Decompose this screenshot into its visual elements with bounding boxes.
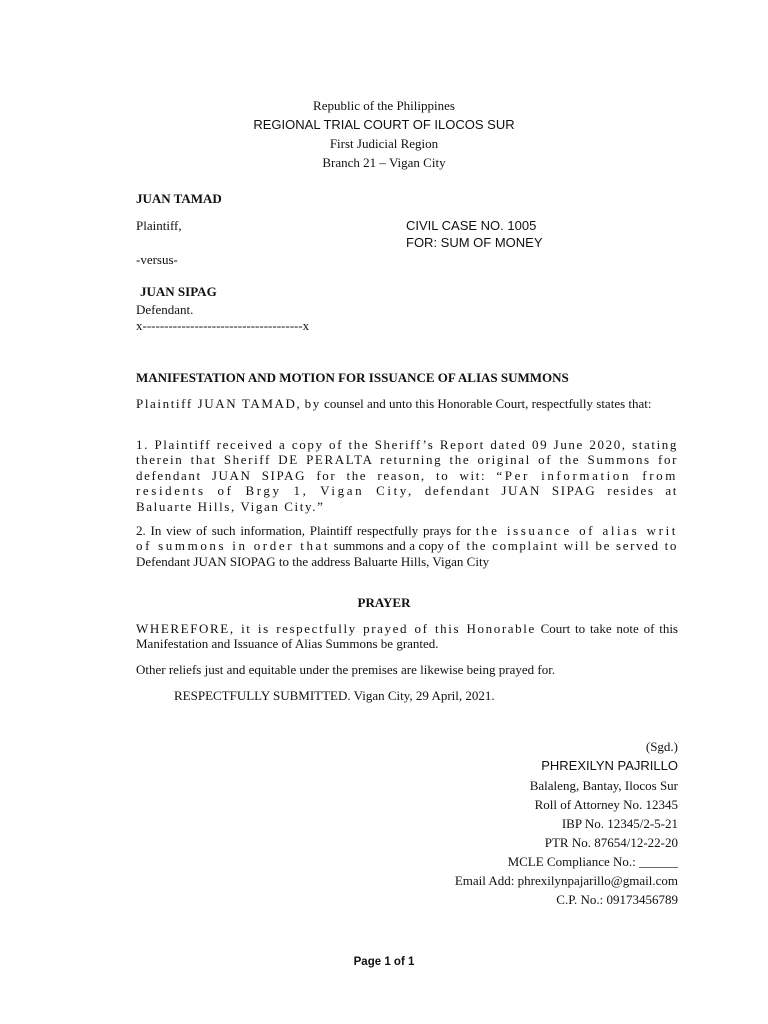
email-address: Email Add: phrexilynpajarillo@gmail.com bbox=[454, 873, 678, 888]
prayer-part-a: WHEREFORE, it is respectfully prayed of this Honorable bbox=[136, 621, 536, 636]
paragraph-1-quote: “Per information from residents of Brgy 1, Vigan City, bbox=[136, 467, 678, 499]
prayer-heading: PRAYER bbox=[357, 595, 411, 610]
plaintiff-label: Plaintiff, bbox=[136, 218, 182, 233]
mcle-compliance: MCLE Compliance No.: ______ bbox=[507, 854, 678, 869]
roll-of-attorney: Roll of Attorney No. 12345 bbox=[534, 797, 678, 812]
paragraph-1-part-a: 1. Plaintiff received a copy of the Sheriff’s Report dated 09 June 2020, stating therein that Sheriff DE PERALTA returning the original of the Summons for defendant JUAN SIPAG for the reason, to wit: bbox=[136, 437, 678, 483]
paragraph-2-part-a: 2. In view of such information, Plaintiff respectfully prays for bbox=[136, 523, 472, 538]
republic-line: Republic of the Philippines bbox=[313, 98, 455, 113]
case-nature: FOR: SUM OF MONEY bbox=[406, 235, 543, 250]
versus-label: -versus- bbox=[136, 252, 178, 267]
paragraph-1 bbox=[136, 437, 678, 514]
contact-number: C.P. No.: 09173456789 bbox=[556, 892, 678, 907]
caption-divider: x-------------------------------------x bbox=[136, 318, 310, 333]
ptr-number: PTR No. 87654/12-22-20 bbox=[544, 835, 678, 850]
intro-part-b: by bbox=[304, 396, 321, 411]
document-title: MANIFESTATION AND MOTION FOR ISSUANCE OF ALIAS SUMMONS bbox=[136, 370, 569, 385]
intro-part-c: counsel and unto this Honorable Court, respectfully states that: bbox=[324, 396, 652, 411]
prayer-part-b: Court to take note of this Manifestation and Issuance of Alias Summons be granted. bbox=[136, 621, 678, 652]
signed-mark: (Sgd.) bbox=[645, 739, 678, 754]
paragraph-2-part-e: Defendant JUAN SIOPAG to the address Baluarte Hills, Vigan City bbox=[136, 553, 490, 569]
paragraph-1-part-c: defendant JUAN SIPAG resides at Baluarte Hills, Vigan City.” bbox=[136, 483, 678, 514]
counsel-name: PHREXILYN PAJRILLO bbox=[541, 758, 678, 773]
defendant-name: JUAN SIPAG bbox=[140, 284, 217, 299]
intro-paragraph bbox=[136, 396, 678, 411]
page-number: Page 1 of 1 bbox=[353, 956, 415, 968]
defendant-label: Defendant. bbox=[136, 302, 194, 317]
ibp-number: IBP No. 12345/2-5-21 bbox=[561, 816, 678, 831]
intro-part-a: Plaintiff JUAN TAMAD, bbox=[136, 396, 302, 411]
counsel-address: Balaleng, Bantay, Ilocos Sur bbox=[529, 778, 678, 793]
case-number: CIVIL CASE NO. 1005 bbox=[406, 218, 537, 233]
paragraph-2-part-c: summons and a copy bbox=[330, 538, 448, 554]
paragraph-2 bbox=[136, 523, 678, 569]
judicial-region: First Judicial Region bbox=[329, 136, 439, 151]
respectfully-submitted: RESPECTFULLY SUBMITTED. Vigan City, 29 April, 2021. bbox=[174, 688, 495, 703]
court-name: REGIONAL TRIAL COURT OF ILOCOS SUR bbox=[253, 117, 515, 132]
branch-line: Branch 21 – Vigan City bbox=[322, 155, 446, 170]
plaintiff-name: JUAN TAMAD bbox=[136, 191, 222, 206]
paragraph-2-part-b: the issuance of alias writ of summons in order that bbox=[136, 523, 678, 554]
paragraph-2-part-d: of the complaint will be served to bbox=[447, 538, 678, 554]
prayer-paragraph bbox=[136, 621, 678, 652]
other-reliefs: Other reliefs just and equitable under the premises are likewise being prayed for. bbox=[136, 662, 556, 677]
